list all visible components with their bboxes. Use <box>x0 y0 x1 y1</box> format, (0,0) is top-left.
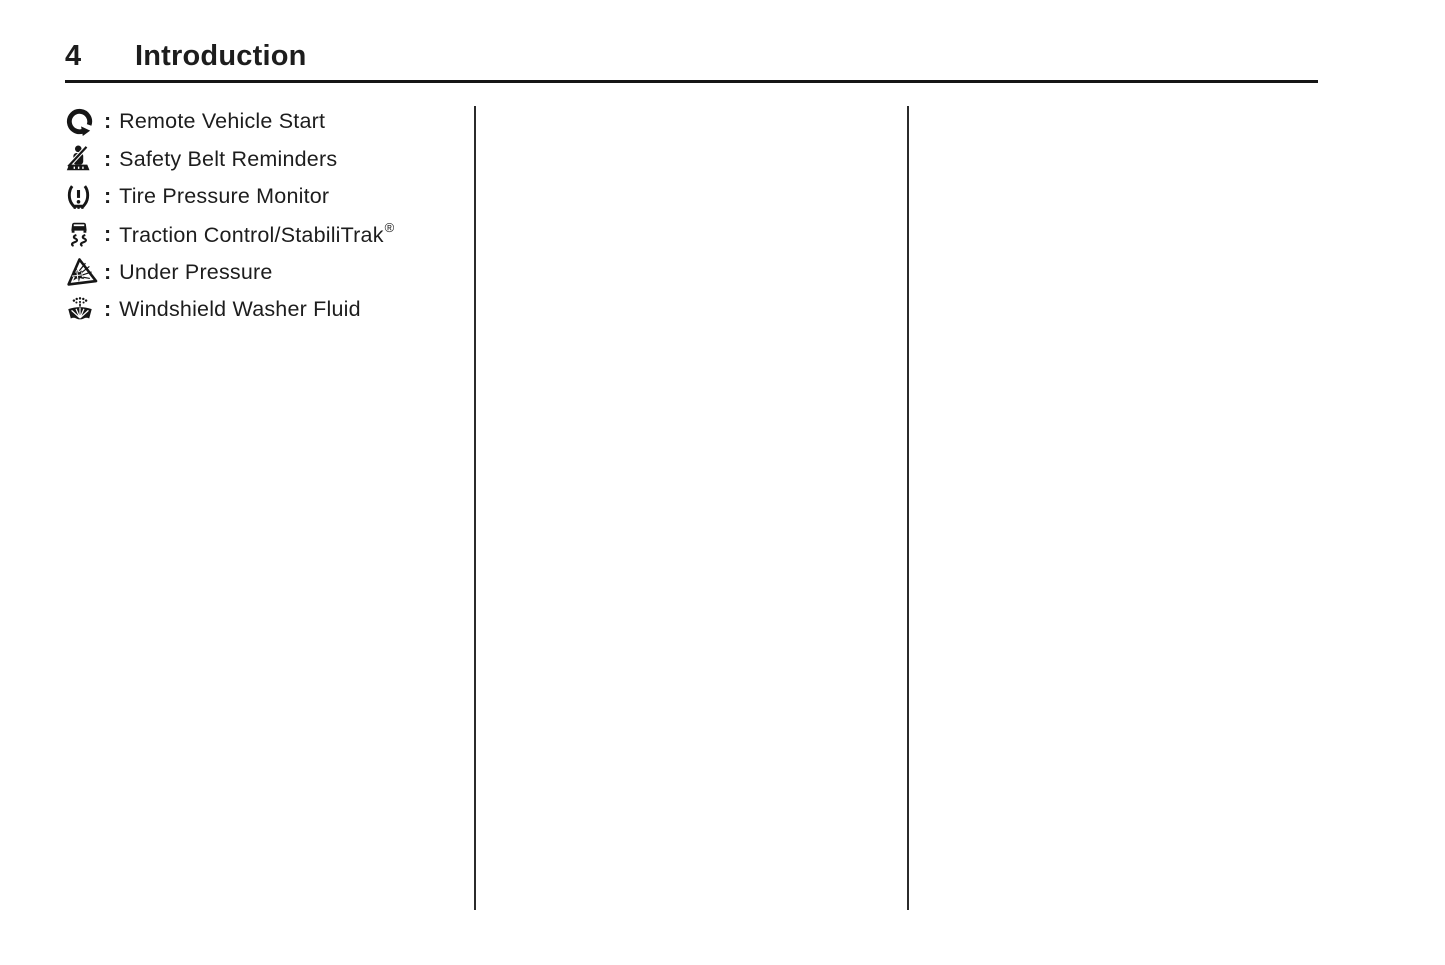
tire-pressure-monitor-icon <box>64 182 104 212</box>
header-rule <box>65 80 1318 83</box>
remote-vehicle-start-icon <box>64 106 104 137</box>
page-header <box>65 40 307 73</box>
symbol-row-tire-pressure-monitor <box>64 178 464 216</box>
symbol-row-safety-belt-reminders <box>64 141 464 179</box>
page-title: Introduction <box>135 40 307 72</box>
symbol-row-remote-vehicle-start <box>64 103 464 141</box>
symbol-label: Remote Vehicle Start <box>119 109 326 134</box>
traction-control-stabilitrak-icon <box>64 219 104 250</box>
symbol-separator: : <box>104 297 112 322</box>
symbol-row-windshield-washer-fluid <box>64 291 464 329</box>
windshield-washer-fluid-icon <box>64 295 104 325</box>
registered-trademark: ® <box>384 219 395 235</box>
symbol-legend <box>64 103 464 329</box>
symbol-separator: : <box>104 184 112 209</box>
symbol-label: Under Pressure <box>119 259 273 284</box>
page-number: 4 <box>65 40 82 72</box>
symbol-label <box>119 219 395 248</box>
safety-belt-reminder-icon <box>64 144 104 175</box>
symbol-label-text: Traction Control/StabiliTrak <box>119 222 384 247</box>
symbol-separator: : <box>104 222 112 247</box>
symbol-label: Windshield Washer Fluid <box>119 297 361 322</box>
symbol-row-traction-control <box>64 216 464 254</box>
symbol-separator: : <box>104 146 112 171</box>
symbol-label: Safety Belt Reminders <box>119 146 338 171</box>
column-divider-left <box>474 106 476 910</box>
symbol-separator: : <box>104 259 112 284</box>
under-pressure-icon <box>64 256 104 288</box>
symbol-label: Tire Pressure Monitor <box>119 184 330 209</box>
symbol-separator: : <box>104 109 112 134</box>
column-divider-right <box>907 106 909 910</box>
symbol-row-under-pressure <box>64 253 464 291</box>
